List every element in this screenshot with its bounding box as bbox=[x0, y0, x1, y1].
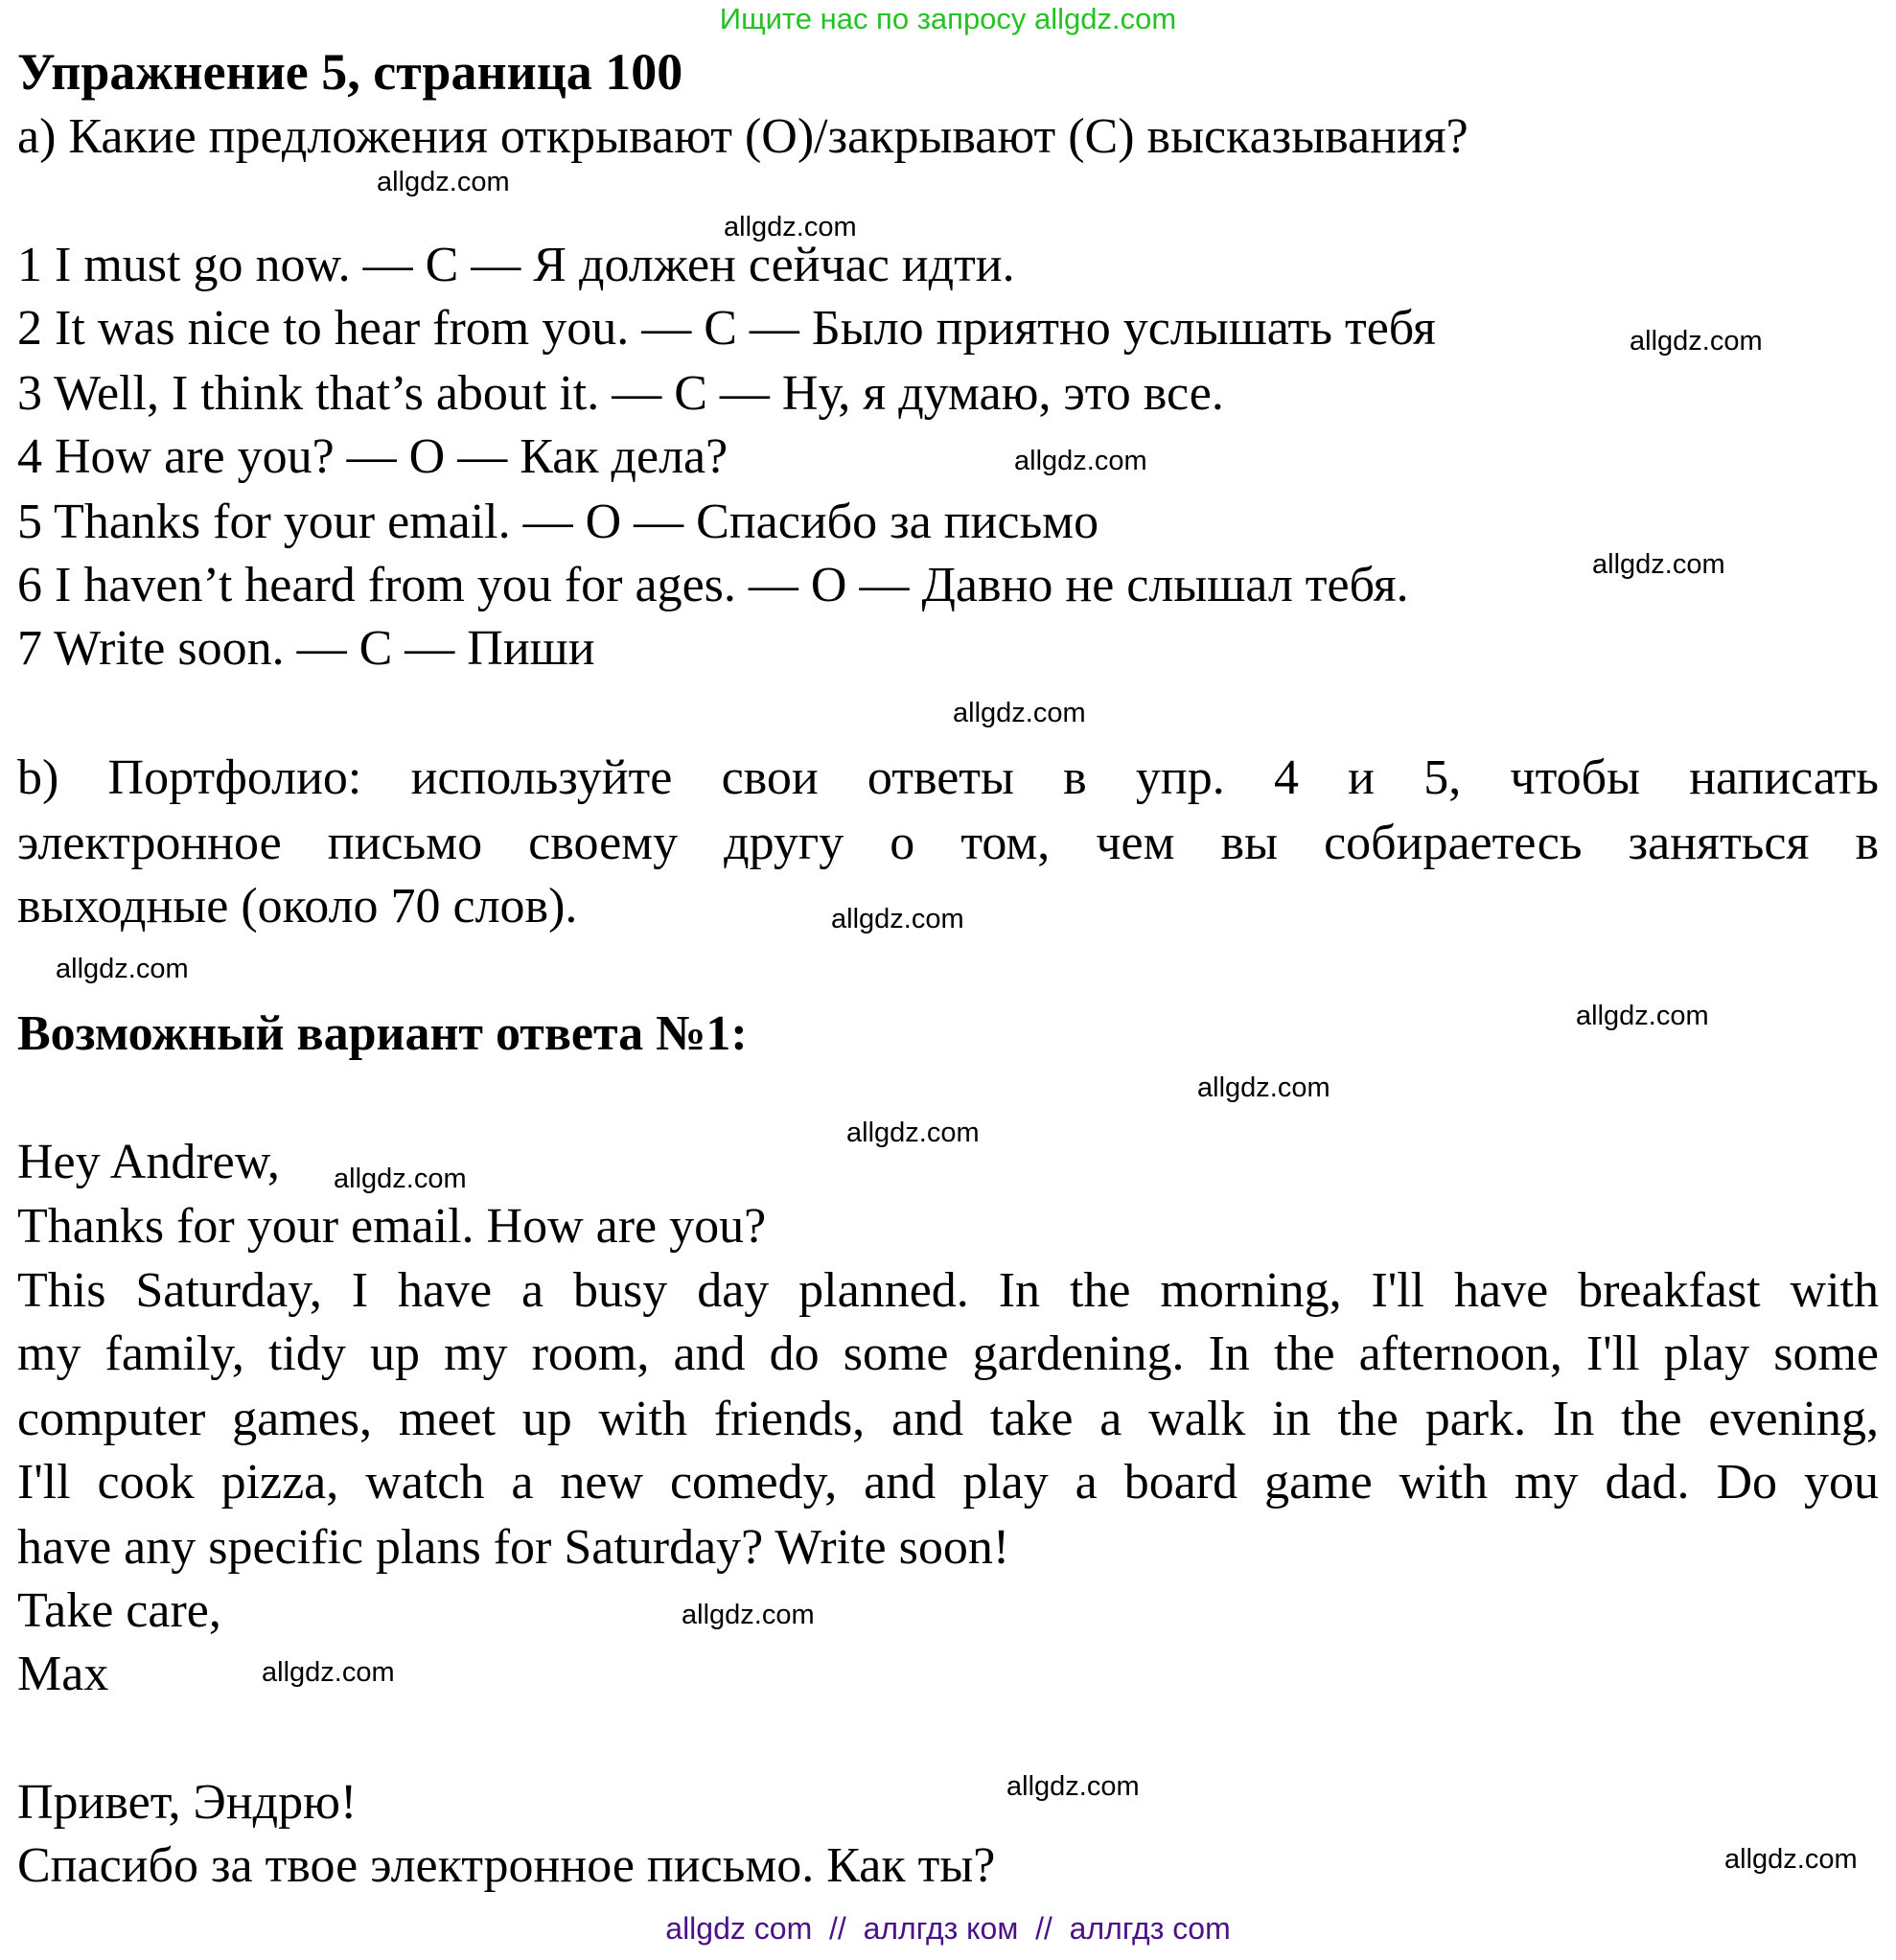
answer-line-3: 3 Well, I think that’s about it. — C — Ну, я думаю, это все. bbox=[17, 366, 1224, 421]
task-a-question: a) Какие предложения открывают (O)/закрывают (C) высказывания? bbox=[17, 109, 1468, 164]
letter-body-line-5: have any specific plans for Saturday? Write soon! bbox=[17, 1520, 1010, 1575]
letter-body-line-1: This Saturday, I have a busy day planned. In the morning, I'll have breakfast with bbox=[17, 1263, 1879, 1318]
watermark: allgdz.com bbox=[1724, 1844, 1858, 1875]
task-b-line-1: b) Портфолио: используйте свои ответы в упр. 4 и 5, чтобы написать bbox=[17, 750, 1879, 805]
watermark: allgdz.com bbox=[1592, 549, 1725, 580]
answer-line-4: 4 How are you? — O — Как дела? bbox=[17, 429, 728, 484]
watermark: allgdz.com bbox=[334, 1164, 467, 1194]
watermark: allgdz.com bbox=[1014, 446, 1147, 476]
page-title: Упражнение 5, страница 100 bbox=[17, 43, 683, 101]
letter-ru-opening: Спасибо за твое электронное письмо. Как ты? bbox=[17, 1838, 996, 1893]
letter-body-line-3: computer games, meet up with friends, and take a walk in the park. In the evening, bbox=[17, 1392, 1879, 1446]
watermark: allgdz.com bbox=[831, 904, 964, 934]
answer-line-6: 6 I haven’t heard from you for ages. — O — Давно не слышал тебя. bbox=[17, 558, 1409, 612]
footer-watermark bbox=[0, 1910, 1896, 1947]
watermark: allgdz.com bbox=[1197, 1072, 1330, 1103]
task-b-line-2: электронное письмо своему другу о том, чем вы собираетесь заняться в bbox=[17, 816, 1879, 870]
answer-line-7: 7 Write soon. — C — Пиши bbox=[17, 621, 595, 676]
letter-opening: Thanks for your email. How are you? bbox=[17, 1199, 767, 1254]
letter-body-line-2: my family, tidy up my room, and do some gardening. In the afternoon, I'll play some bbox=[17, 1326, 1879, 1381]
letter-greeting: Hey Andrew, bbox=[17, 1135, 280, 1189]
task-b-line-3: выходные (около 70 слов). bbox=[17, 879, 578, 934]
watermark: allgdz.com bbox=[262, 1657, 395, 1688]
letter-closing: Take care, bbox=[17, 1583, 221, 1638]
answer-line-2: 2 It was nice to hear from you. — C — Было приятно услышать тебя bbox=[17, 301, 1436, 356]
footer-text: allgdz com // аллгдз ком // аллгдз com bbox=[665, 1911, 1231, 1946]
letter-ru-greeting: Привет, Эндрю! bbox=[17, 1775, 358, 1830]
watermark: allgdz.com bbox=[377, 167, 510, 197]
watermark: allgdz.com bbox=[56, 954, 189, 984]
search-banner: Ищите нас по запросу allgdz.com bbox=[719, 2, 1177, 35]
answer-line-1: 1 I must go now. — C — Я должен сейчас идти. bbox=[17, 238, 1015, 292]
watermark: allgdz.com bbox=[1006, 1771, 1140, 1802]
watermark: allgdz.com bbox=[1576, 1001, 1709, 1031]
answer-line-5: 5 Thanks for your email. — O — Спасибо за письмо bbox=[17, 495, 1099, 549]
watermark: allgdz.com bbox=[682, 1600, 815, 1630]
watermark: allgdz.com bbox=[953, 698, 1086, 728]
watermark: allgdz.com bbox=[846, 1118, 980, 1148]
answer-heading: Возможный вариант ответа №1: bbox=[17, 1006, 748, 1061]
watermark: allgdz.com bbox=[1630, 326, 1763, 357]
watermark: allgdz.com bbox=[724, 212, 857, 242]
letter-body-line-4: I'll cook pizza, watch a new comedy, and play a board game with my dad. Do you bbox=[17, 1455, 1879, 1510]
letter-signature: Max bbox=[17, 1647, 109, 1701]
